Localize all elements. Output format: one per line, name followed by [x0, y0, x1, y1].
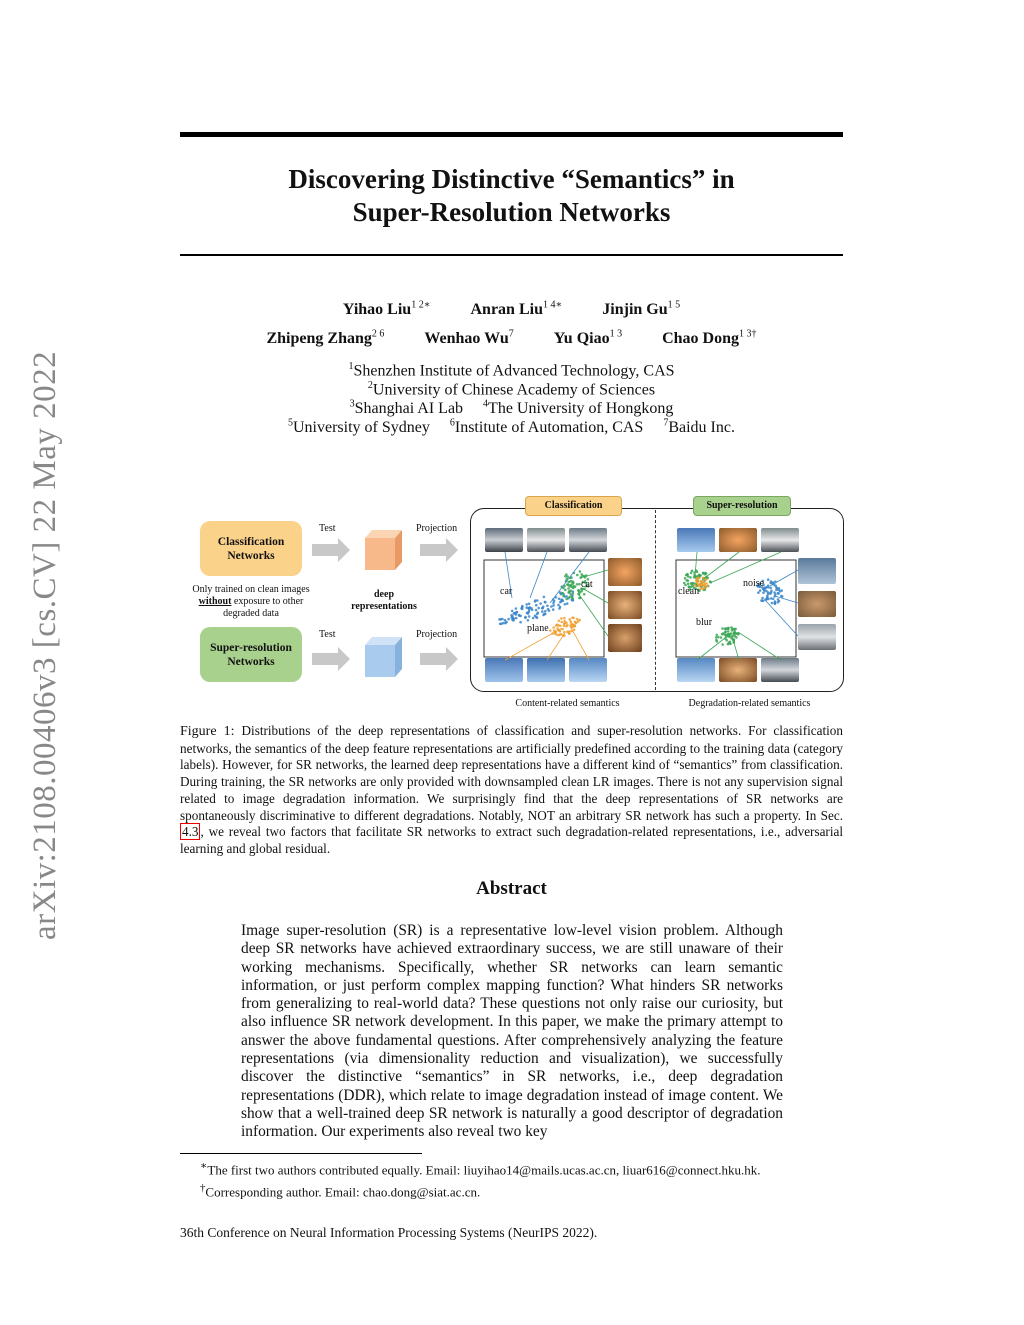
- title-bottom-rule: [180, 254, 843, 256]
- scatter-point: [576, 583, 579, 586]
- scatter-point: [781, 595, 784, 598]
- scatter-point: [546, 605, 549, 608]
- scatter-point: [575, 621, 578, 624]
- scatter-point: [510, 616, 513, 619]
- content-semantics-caption: Content-related semantics: [515, 698, 620, 709]
- cluster-label-noise: noise: [743, 578, 765, 589]
- arrow-test-bottom: [312, 647, 350, 671]
- scatter-point: [689, 576, 692, 579]
- scatter-point: [770, 591, 773, 594]
- cluster-label-clean: clean: [678, 586, 700, 597]
- sr-networks-box: Super-resolution Networks: [200, 627, 302, 682]
- scatter-point: [556, 623, 559, 626]
- scatter-point: [564, 603, 567, 606]
- scatter-point: [556, 634, 559, 637]
- abstract-body: Image super-resolution (SR) is a representative low-level vision problem. Although deep SR networks have achieved extraordinary success, we are still unaware of their working mechanisms. Specifically, whether SR networks can learn semantic information, or just perform complex mapping function? What hinders SR networks from generalizing to real-world data? These questions not only raise our curiosity, but also influence SR network development. In this paper, we make the primary attempt to answer the above fundamental questions. After comprehensively analyzing the feature representations (via dimensionality reduction and visualization), we successfully discover the distinctive “semantics” in SR networks, i.e., deep degradation representations (DDR), which relate to image degradation instead of image content. We show that a well-trained deep SR network is naturally a good descriptor of degradation information. Our experiments also reveal two key: [241, 922, 783, 1141]
- scatter-point: [770, 580, 773, 583]
- scatter-point: [564, 575, 567, 578]
- affiliation-line-2: $^2$University of Chinese Academy of Sciences: [367, 380, 656, 399]
- cluster-label-cat: cat: [581, 579, 593, 590]
- abstract-heading: Abstract: [476, 878, 547, 899]
- scatter-point: [513, 612, 516, 615]
- scatter-point: [521, 608, 524, 611]
- scatter-point: [779, 590, 782, 593]
- scatter-point: [507, 618, 510, 621]
- scatter-point: [535, 604, 538, 607]
- scatter-point: [729, 633, 732, 636]
- footnotes: [180, 1157, 850, 1202]
- scatter-point: [721, 633, 724, 636]
- scatter-point: [577, 589, 580, 592]
- scatter-point: [769, 587, 772, 590]
- scatter-point: [558, 598, 561, 601]
- scatter-point: [696, 570, 699, 573]
- affiliation-line-3: $^3$Shanghai AI Lab $^4$The University of Hongkong: [349, 399, 674, 418]
- cluster-label-plane: plane: [527, 623, 549, 634]
- scatter-point: [731, 628, 734, 631]
- scatter-point: [704, 584, 707, 587]
- scatter-point: [691, 570, 694, 573]
- scatter-point: [700, 580, 703, 583]
- scatter-point: [570, 623, 573, 626]
- scatter-point: [762, 600, 765, 603]
- scatter-point: [534, 599, 537, 602]
- super-resolution-tag: Super-resolution: [693, 496, 791, 516]
- author: Anran Liu$^{1 4∗}$: [470, 300, 563, 319]
- scatter-point: [560, 621, 563, 624]
- scatter-point: [683, 582, 686, 585]
- scatter-point: [716, 634, 719, 637]
- affiliation-line-4: $^5$University of Sydney $^6$Institute of Automation, CAS $^7$Baidu Inc.: [288, 418, 735, 437]
- scatter-point: [567, 587, 570, 590]
- scatter-point: [579, 570, 582, 573]
- scatter-point: [566, 631, 569, 634]
- scatter-point: [568, 618, 571, 621]
- scatter-point: [698, 574, 701, 577]
- scatter-point: [565, 598, 568, 601]
- scatter-point: [687, 582, 690, 585]
- scatter-point: [515, 611, 518, 614]
- scatter-point: [561, 592, 564, 595]
- scatter-point: [515, 607, 518, 610]
- arrow-projection-top: [420, 538, 458, 562]
- scatter-point: [717, 636, 720, 639]
- scatter-point: [733, 632, 736, 635]
- test-label-top: Test: [319, 523, 336, 534]
- scatter-point: [766, 598, 769, 601]
- scatter-point: [700, 587, 703, 590]
- scatter-point: [724, 631, 727, 634]
- scatter-point: [686, 579, 689, 582]
- degradation-semantics-caption: Degradation-related semantics: [688, 698, 811, 709]
- scatter-point: [563, 617, 566, 620]
- scatter-point: [757, 591, 760, 594]
- scatter-point: [570, 590, 573, 593]
- affiliation-line-1: $^1$Shenzhen Institute of Advanced Technology, CAS: [348, 361, 675, 380]
- scatter-point: [720, 636, 723, 639]
- scatter-point: [537, 607, 540, 610]
- scatter-point: [535, 609, 538, 612]
- scatter-point: [568, 596, 571, 599]
- scatter-point: [552, 604, 555, 607]
- venue-footer: 36th Conference on Neural Information Processing Systems (NeurIPS 2022).: [180, 1225, 598, 1240]
- arxiv-identifier: arXiv:2108.00406v3 [cs.CV] 22 May 2022: [27, 350, 63, 940]
- classification-networks-box: Classification Networks: [200, 521, 302, 576]
- title-line-1: Discovering Distinctive “Semantics” in: [288, 164, 735, 194]
- footnote-2: †Corresponding author. Email: chao.dong@siat.ac.cn.: [200, 1182, 481, 1200]
- scatter-point: [574, 586, 577, 589]
- scatter-point: [550, 605, 553, 608]
- scatter-point: [766, 595, 769, 598]
- title-top-rule: [180, 132, 843, 137]
- scatter-point: [531, 608, 534, 611]
- scatter-point: [697, 578, 700, 581]
- scatter-point: [715, 639, 718, 642]
- scatter-point: [519, 621, 522, 624]
- scatter-point: [559, 633, 562, 636]
- scatter-point: [558, 620, 561, 623]
- arrow-projection-bottom: [420, 647, 458, 671]
- scatter-point: [702, 572, 705, 575]
- scatter-point: [777, 592, 780, 595]
- scatter-point: [576, 618, 579, 621]
- scatter-point: [559, 606, 562, 609]
- scatter-point: [564, 589, 567, 592]
- author: Yihao Liu$^{1 2∗}$: [342, 300, 431, 319]
- scatter-point: [552, 608, 555, 611]
- scatter-point: [562, 595, 565, 598]
- scatter-point: [566, 575, 569, 578]
- scatter-point: [543, 596, 546, 599]
- scatter-point: [556, 627, 559, 630]
- scatter-point: [706, 585, 709, 588]
- scatter-point: [566, 583, 569, 586]
- scatter-point: [725, 639, 728, 642]
- deep-representations-label: deep representations: [351, 589, 417, 612]
- feature-cube-classification: [365, 530, 402, 570]
- scatter-point: [498, 618, 501, 621]
- scatter-point: [534, 614, 537, 617]
- scatter-point: [559, 630, 562, 633]
- scatter-point: [560, 617, 563, 620]
- scatter-point: [563, 624, 566, 627]
- scatter-point: [549, 629, 552, 632]
- caption-label: Figure 1:: [180, 724, 235, 739]
- scatter-point: [515, 617, 518, 620]
- feature-cube-sr: [365, 637, 402, 677]
- scatter-point: [552, 626, 555, 629]
- scatter-point: [565, 622, 568, 625]
- authors-row-1: [180, 300, 843, 319]
- authors-row-2: [180, 329, 843, 348]
- scatter-point: [570, 584, 573, 587]
- scatter-point: [687, 575, 690, 578]
- scatter-point: [727, 630, 730, 633]
- training-note: Only trained on clean images without exposure to other degraded data: [192, 584, 310, 619]
- test-label-bottom: Test: [319, 629, 336, 640]
- scatter-point: [762, 592, 765, 595]
- scatter-point: [704, 587, 707, 590]
- footnote-1: ∗The first two authors contributed equally. Email: liuyihao14@mails.ucas.ac.cn, liuar616@connect.hku.hk.: [200, 1160, 761, 1178]
- footnote-rule: [180, 1153, 422, 1154]
- scatter-point: [528, 603, 531, 606]
- scatter-point: [539, 602, 542, 605]
- scatter-point: [561, 599, 564, 602]
- scatter-point: [725, 627, 728, 630]
- projection-label-top: Projection: [416, 523, 458, 534]
- scatter-point: [524, 616, 527, 619]
- scatter-point: [528, 606, 531, 609]
- scatter-point: [700, 584, 703, 587]
- scatter-point: [583, 593, 586, 596]
- scatter-point: [536, 616, 539, 619]
- cluster-label-car: car: [500, 586, 513, 597]
- scatter-point: [544, 601, 547, 604]
- scatter-point: [705, 582, 708, 585]
- scatter-point: [536, 613, 539, 616]
- scatter-point: [571, 596, 574, 599]
- scatter-point: [773, 591, 776, 594]
- scatter-point: [572, 592, 575, 595]
- scatter-point: [774, 600, 777, 603]
- scatter-point: [576, 574, 579, 577]
- scatter-point: [725, 636, 728, 639]
- scatter-point: [566, 624, 569, 627]
- scatter-point: [559, 625, 562, 628]
- paper-title: [180, 163, 843, 229]
- scatter-point: [571, 580, 574, 583]
- author: Jinjin $Gu^{1 5}$: [602, 300, 681, 319]
- scatter-point: [573, 629, 576, 632]
- scatter-point: [511, 610, 514, 613]
- section-link[interactable]: 4.3: [182, 824, 199, 840]
- scatter-point: [770, 597, 773, 600]
- scatter-point: [543, 613, 546, 616]
- scatter-plots: [470, 508, 842, 690]
- scatter-point: [563, 631, 566, 634]
- scatter-point: [778, 587, 781, 590]
- scatter-point: [552, 602, 555, 605]
- classification-tag: Classification: [525, 496, 622, 516]
- scatter-point: [525, 603, 528, 606]
- scatter-point: [572, 617, 575, 620]
- scatter-point: [721, 627, 724, 630]
- scatter-point: [518, 614, 521, 617]
- scatter-point: [574, 624, 577, 627]
- cluster-label-blur: blur: [696, 617, 713, 628]
- scatter-point: [567, 591, 570, 594]
- scatter-point: [761, 597, 764, 600]
- author: Zhipeng Zhang$^{2 6}$: [266, 329, 385, 348]
- scatter-point: [528, 615, 531, 618]
- scatter-point: [705, 578, 708, 581]
- scatter-point: [504, 619, 507, 622]
- author: Chao Dong$^{1 3\dagger}$: [662, 329, 757, 348]
- scatter-point: [721, 643, 724, 646]
- scatter-point: [727, 643, 730, 646]
- scatter-point: [527, 611, 530, 614]
- author: Wenhao Wu$^7$: [424, 329, 514, 348]
- scatter-point: [578, 619, 581, 622]
- scatter-point: [527, 619, 530, 622]
- scatter-point: [541, 610, 544, 613]
- scatter-point: [499, 623, 502, 626]
- scatter-point: [771, 602, 774, 605]
- author: Yu Qiao$^{1 3}$: [553, 329, 623, 348]
- scatter-point: [544, 610, 547, 613]
- scatter-point: [548, 609, 551, 612]
- scatter-point: [532, 617, 535, 620]
- scatter-point: [777, 598, 780, 601]
- scatter-point: [684, 577, 687, 580]
- scatter-point: [767, 578, 770, 581]
- title-line-2: Super-Resolution Networks: [352, 197, 671, 227]
- scatter-point: [566, 602, 569, 605]
- figure-1-caption: Figure 1: Distributions of the deep representations of classification and super-resolution networks. For classification networks, the semantics of the deep feature representations are artificially predefined according to the training data (category labels). However, for SR networks, the learned deep representations have a different kind of “semantics” from classification. During training, the SR networks are only provided with downsampled clean LR images. There is not any supervision signal related to image degradation information. We surprisingly find that the deep representations of SR networks are spontaneously discriminative to different degradations. Notably, NOT an arbitrary SR network has such a property. In Sec. 4.3 , we reveal two factors that facilitate SR networks to extract such degradation-related representations, i.e., adversarial learning and global residual.: [180, 723, 843, 856]
- scatter-point: [734, 635, 737, 638]
- scatter-point: [542, 606, 545, 609]
- scatter-point: [705, 572, 708, 575]
- scatter-point: [774, 603, 777, 606]
- projection-label-bottom: Projection: [416, 629, 458, 640]
- arrow-test-top: [312, 538, 350, 562]
- figure-1: [180, 490, 843, 715]
- scatter-point: [767, 591, 770, 594]
- scatter-point: [777, 601, 780, 604]
